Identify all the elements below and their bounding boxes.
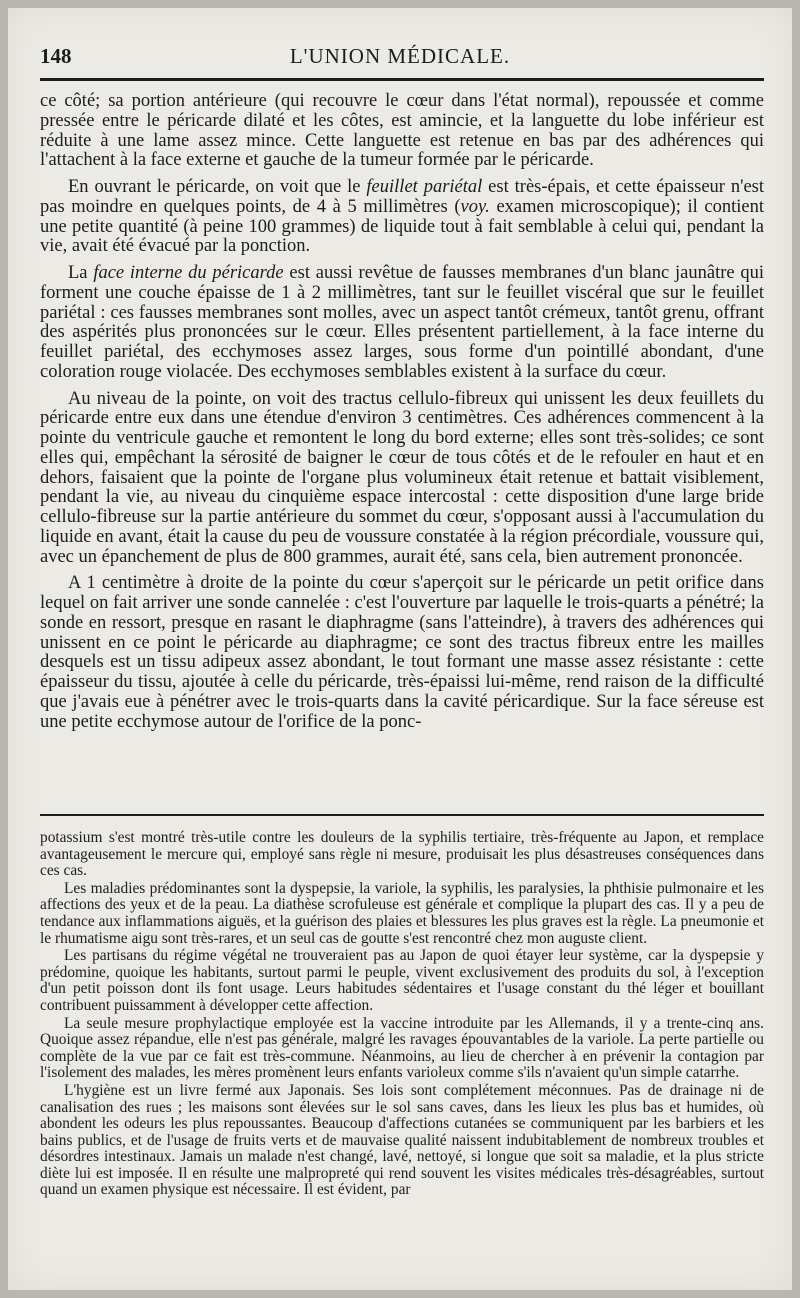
emphasis: face interne du péricarde bbox=[93, 263, 284, 283]
emphasis: feuillet pariétal bbox=[366, 177, 483, 197]
paragraph-1: ce côté; sa portion antérieure (qui recouvre le cœur dans l'état normal), repoussée et comme pressée entre le péricarde dilaté et les côtes, est amincie, et la languette du lobe inférieur est réduite à une lame assez mince. Cette languette est retenue en bas par des adhérences qui l'attachent à la face externe et gauche de la tumeur formée par le péricarde. bbox=[40, 91, 764, 171]
paragraph-5: A 1 centimètre à droite de la pointe du cœur s'aperçoit sur le péricarde un petit orifice dans lequel on fait arriver une sonde cannelée : c'est l'ouverture par laquelle le trois-quarts a pénétré; la sonde en ressort, presque en rasant le diaphragme (sans l'atteindre), à travers des adhérences qui unissent en ce point le péricarde au diaphragme; ce sont des tractus fibreux entre les mailles desquels est un tissu adipeux assez abondant, le tout formant une masse assez résistante : cette épaisseur du tissu, ajoutée à celle du péricarde, très-épaissi lui-même, rend raison de la difficulté que j'avais eue à pénétrer avec le trois-quarts dans la cavité péricardique. Sur la face séreuse est une petite ecchymose autour de l'orifice de la ponc- bbox=[40, 573, 764, 732]
paragraph-2: En ouvrant le péricarde, on voit que le feuillet pariétal est très-épais, et cette épaisseur n'est pas moindre en quelques points, de 4 à 5 millimètres (voy. examen microscopique); il contient une petite quantité (à peine 100 grammes) de liquide tout à fait semblable à celui qui, pendant la vie, avait été évacué par la ponction. bbox=[40, 177, 765, 257]
main-text bbox=[40, 92, 764, 739]
paragraph-3: La face interne du péricarde est aussi revêtue de fausses membranes d'un blanc jaunâtre qui forment une couche épaisse de 1 à 2 millimètres, tant sur le feuillet viscéral que sur le feuillet pariétal : ces fausses membranes sont molles, avec un aspect tantôt crémeux, tantôt grenu, offrant des aspérités plus prononcées sur le cœur. Elles présentent partiellement, à la face interne du feuillet pariétal, des ecchymoses assez larges, sous forme d'un pointillé abondant, d'une coloration rouge violacée. Des ecchymoses semblables existent à la surface du cœur. bbox=[40, 263, 765, 382]
page-header bbox=[40, 44, 760, 74]
header-rule bbox=[40, 78, 764, 81]
page bbox=[8, 8, 792, 1290]
footnote-text bbox=[40, 830, 764, 1199]
emphasis: voy. bbox=[460, 196, 490, 217]
footnote-rule bbox=[40, 814, 764, 816]
paragraph-4: Au niveau de la pointe, on voit des tractus cellulo-fibreux qui unissent les deux feuillets du péricarde entre eux dans une étendue d'environ 3 centimètres. Ces adhérences commencent à la pointe du ventricule gauche et remontent le long du bord externe; elles sont très-solides; ce sont elles qui, empêchant la sérosité de baigner le cœur de tous côtés et de le refouler en haut et en dehors, faisaient que la pointe de l'organe plus volumineux était retenue et battait visiblement, pendant la vie, au niveau du cinquième espace intercostal : cette disposition d'une large bride cellulo-fibreuse sur la partie antérieure du sommet du cœur, s'opposant aussi à l'accumulation du liquide en avant, était la cause du peu de voussure constatée à la région précordiale, voussure qui, avec un épanchement de plus de 800 grammes, aurait été, sans cela, bien autrement prononcée. bbox=[40, 388, 764, 567]
footnote-paragraph-2: Les maladies prédominantes sont la dyspepsie, la variole, la syphilis, les paralysies, la phthisie pulmonaire et les affections des yeux et de la peau. La diathèse scrofuleuse est générale et complique la plupart des cas. Il y a peu de tendance aux inflammations aiguës, et la guérison des plaies et blessures les plus graves est la règle. La pneumonie et le rhumatisme aigu sont très-rares, et un seul cas de goutte s'est rencontré chez mon auguste client. bbox=[40, 879, 764, 947]
footnote-paragraph-5: L'hygiène est un livre fermé aux Japonais. Ses lois sont complétement méconnues. Pas de drainage ni de canalisation des rues ; les maisons sont élevées sur le sol sans caves, dans les lieux les plus bas et humides, où abondent les odeurs les plus repoussantes. Beaucoup d'affections cutanées se communiquent par les barbiers et les bains publics, et de l'usage de fruits verts et de mauvaise qualité naissent indubitablement de nombreux troubles et désordres intestinaux. Jamais un malade n'est changé, lavé, nettoyé, si longue que soit sa maladie, et la plus stricte diète lui est imposée. Il en résulte une malpropreté qui rend souvent les visites médicales très-désagréables, surtout quand un examen physique est nécessaire. Il est évident, par bbox=[40, 1081, 764, 1199]
footnote-paragraph-4: La seule mesure prophylactique employée est la vaccine introduite par les Allemands, il y a trente-cinq ans. Quoique assez répandue, elle n'est pas générale, malgré les ravages épouvantables de la variole. La perte partielle ou complète de la vue par ce fait est très-commune. Néanmoins, au lieu de chercher à en prévenir la contagion par l'isolement des malades, les mères promènent leurs enfants varioleux comme s'ils n'avaient qu'un simple catarrhe. bbox=[40, 1014, 764, 1082]
page-number: 148 bbox=[40, 44, 72, 68]
footnote-paragraph-1: potassium s'est montré très-utile contre les douleurs de la syphilis tertiaire, très-fréquente au Japon, et remplace avantageusement le mercure qui, employé sans règle ni mesure, produisait les plus désastreuses conséquences dans ces cas. bbox=[40, 829, 764, 880]
footnote-paragraph-3: Les partisans du régime végétal ne trouveraient pas au Japon de quoi étayer leur système, car la dyspepsie y prédomine, quoique les habitants, surtout parmi le peuple, vivent exclusivement des produits du sol, à l'exception d'un petit poisson dont ils font usage. Leurs habitudes sédentaires et l'usage constant du thé léger et bouillant contribuent puissamment à développer cette affection. bbox=[40, 947, 764, 1014]
running-title: L'UNION MÉDICALE. bbox=[289, 44, 511, 68]
